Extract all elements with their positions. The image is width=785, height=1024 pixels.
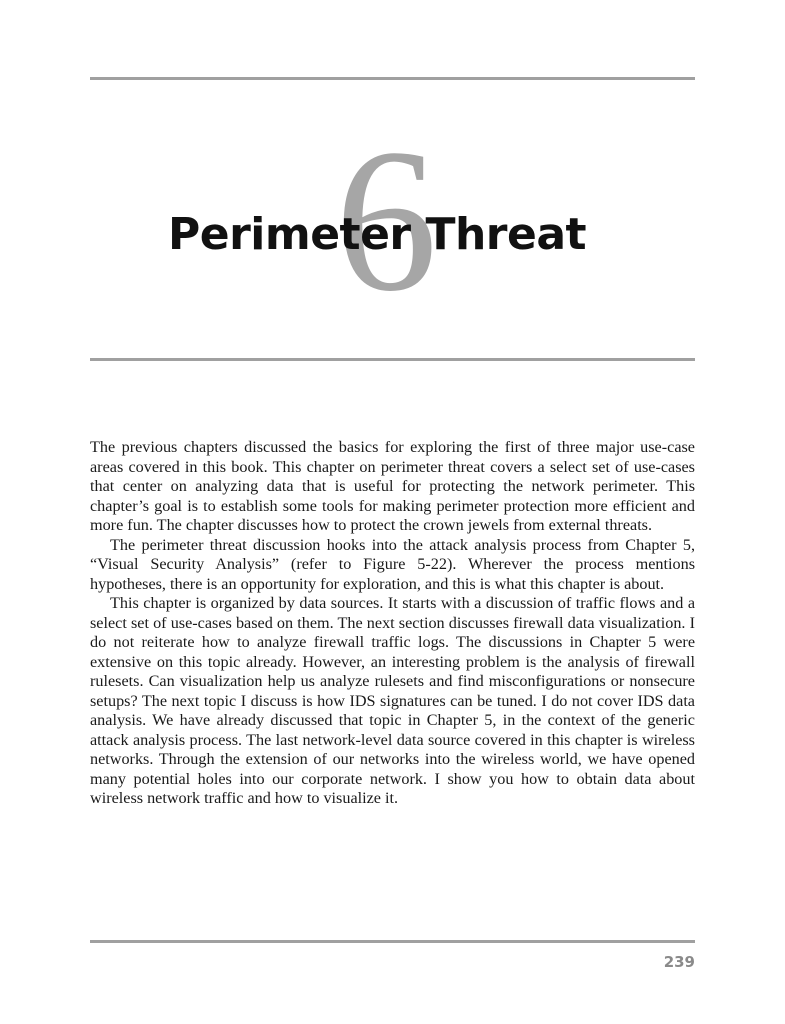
chapter-title: Perimeter Threat <box>168 209 587 260</box>
top-rule <box>90 77 695 80</box>
middle-rule <box>90 358 695 361</box>
paragraph-organization: This chapter is organized by data sources. It starts with a discussion of traffic flows and a select set of use-cases based on them. The next section discusses firewall data visualization. I do not reiterate how to analyze firewall traffic logs. The discussions in Chapter 5 were extensive on this topic already. However, an interesting problem is the analysis of firewall rulesets. Can visualization help us analyze rulesets and find misconfigurations or nonsecure setups? The next topic I discuss is how IDS signatures can be tuned. I do not cover IDS data analysis. We have already discussed that topic in Chapter 5, in the context of the generic attack analysis process. The last network-level data source covered in this chapter is wireless networks. Through the extension of our networks into the wireless world, we have opened many potential holes into our corporate network. I show you how to obtain data about wireless network traffic and how to visualize it. <box>90 594 695 807</box>
bottom-rule <box>90 940 695 943</box>
paragraph-intro: The previous chapters discussed the basics for exploring the first of three major use-case areas covered in this book. This chapter on perimeter threat covers a select set of use-cases that center on analyzing data that is useful for protecting the network perimeter. This chapter’s goal is to establish some tools for making perimeter protection more efficient and more fun. The chapter discusses how to protect the crown jewels from external threats. <box>90 438 695 534</box>
paragraph-attack-process: The perimeter threat discussion hooks into the attack analysis process from Chapter 5, “Visual Security Analysis” (refer to Figure 5-22). Wherever the process mentions hypotheses, there is an opportunity for exploration, and this is what this chapter is about. <box>90 535 695 593</box>
page-number: 239 <box>663 953 695 971</box>
chapter-body <box>90 438 695 809</box>
chapter-number: 6 <box>335 107 438 334</box>
